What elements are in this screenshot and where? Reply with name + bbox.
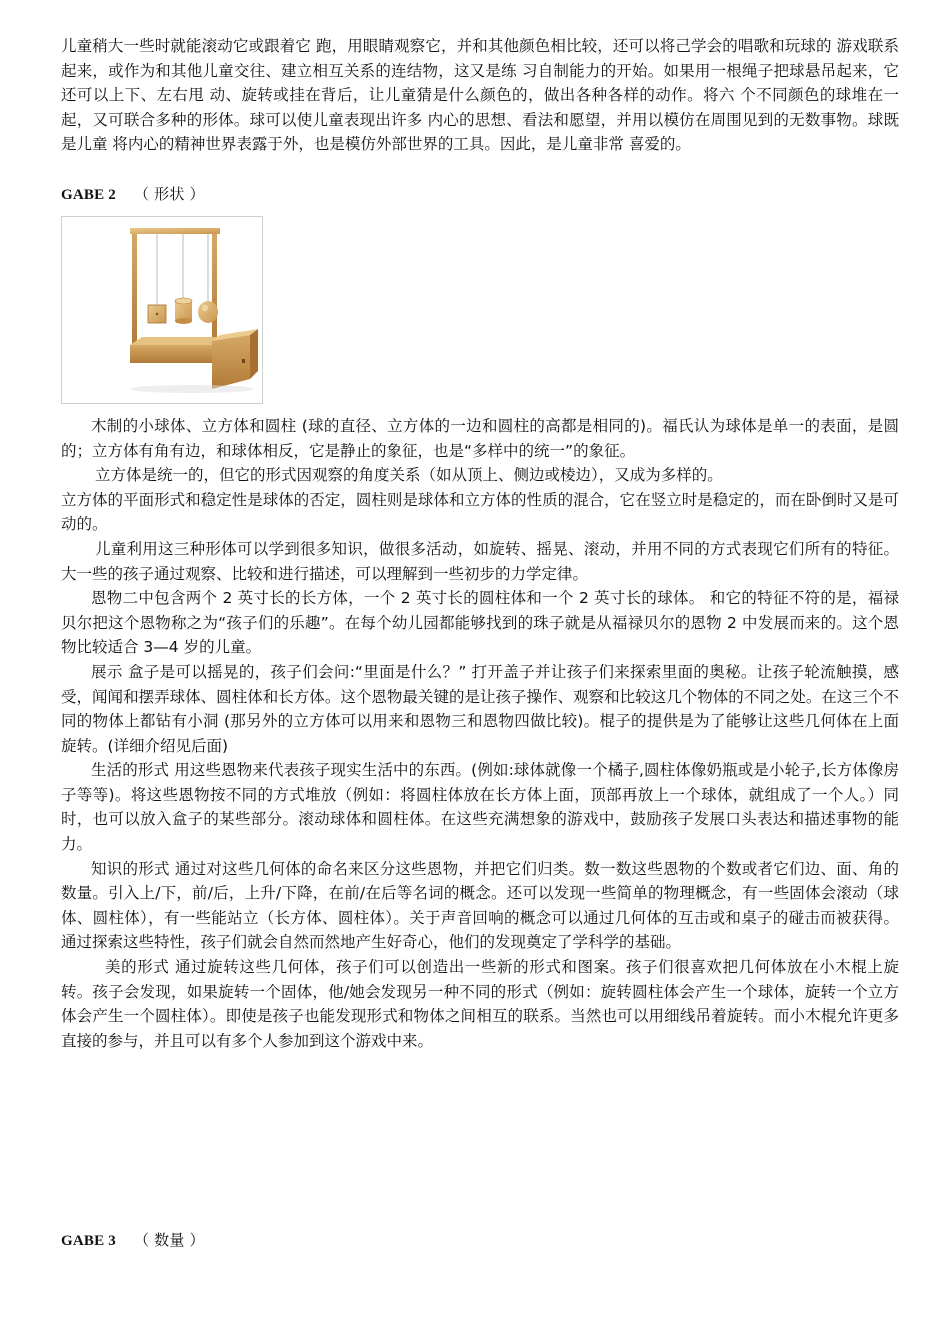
gabe2-paragraph-2: 立方体是统一的，但它的形式因观察的角度关系（如从顶上、侧边或棱边），又成为多样的。 <box>95 466 723 485</box>
document-page <box>61 34 899 1053</box>
gabe3-subtitle: （ 数量 ） <box>133 1231 205 1249</box>
gabe2-title: GABE 2 <box>61 186 116 203</box>
gabe2-illustration <box>62 217 262 403</box>
gabe2-heading <box>61 183 899 204</box>
gabe2-wooden-frame-image <box>61 216 263 404</box>
gabe3-title: GABE 3 <box>61 1233 116 1249</box>
gabe2-paragraph-4: 儿童利用这三种形体可以学到很多知识，做很多活动，如旋转、摇晃、滚动，并用不同的方式表现它们所有的特征。大一些的孩子通过观察、比较和进行描述，可以理解到一些初步的力学定律。 <box>61 539 899 583</box>
gabe2-subtitle: （ 形状 ） <box>133 184 205 203</box>
gabe3-heading <box>61 1229 205 1250</box>
gabe2-paragraph-8: 知识的形式 通过对这些几何体的命名来区分这些恩物，并把它们归类。数一数这些恩物的个数或者它们边、面、角的数量。引入上/下，前/后，上升/下降，在前/在后等名词的概念。还可以发现一些简单的物理概念，有一些固体会滚动（球体、圆柱体），有一些能站立（长方体、圆柱体）。关于声音回响的概念可以通过几何体的互击或和桌子的碰击而被获得。 通过探索这些特性，孩子们就会自然而然地产生好奇心，他们的发现奠定了学科学的基础。 <box>61 859 899 952</box>
gabe2-paragraph-5: 恩物二中包含两个 2 英寸长的长方体，一个 2 英寸长的圆柱体和一个 2 英寸长的球体。 和它的特征不符的是，福禄贝尔把这个恩物称之为“孩子们的乐趣”。在每个幼儿园都能够找到的珠子就是从福禄贝尔的恩物 2 中发展而来的。这个恩物比较适合 3—4 岁的儿童。 <box>61 589 899 657</box>
gabe2-paragraph-1: 木制的小球体、立方体和圆柱 (球的直径、立方体的一边和圆柱的高都是相同的)。福氏认为球体是单一的表面，是圆的；立方体有角有边，和球体相反，它是静止的象征，也是“多样中的统一”的象征。 <box>61 416 899 460</box>
gabe2-paragraph-9: 美的形式 通过旋转这些几何体，孩子们可以创造出一些新的形式和图案。孩子们很喜欢把几何体放在小木棍上旋转。孩子会发现，如果旋转一个固体，他/她会发现另一种不同的形式（例如：旋转圆柱体会产生一个球体，旋转一个立方体会产生一个圆柱体）。即使是孩子也能发现形式和物体之间相互的联系。当然也可以用细线吊着旋转。而小木棍允许更多直接的参与，并且可以有多个人参加到这个游戏中来。 <box>61 958 899 1050</box>
gabe2-paragraph-3: 立方体的平面形式和稳定性是球体的否定，圆柱则是球体和立方体的性质的混合，它在竖立时是稳定的，而在卧倒时又是可动的。 <box>61 490 899 534</box>
intro-paragraph: 儿童稍大一些时就能滚动它或跟着它 跑，用眼睛观察它，并和其他颜色相比较，还可以将己学会的唱歌和玩球的 游戏联系起来，或作为和其他儿童交往、建立相互关系的连结物，这又是练 习自制能力的开始。如果用一根绳子把球悬吊起来，它还可以上下、左右甩 动、旋转或挂在背后，让儿童猜是什么颜色的，做出各种各样的动作。将六 个不同颜色的球堆在一起，又可联合多种的形体。球可以使儿童表现出许多 内心的思想、看法和愿望，并用以模仿在周围见到的无数事物。球既是儿童 将内心的精神世界表露于外，也是模仿外部世界的工具。因此，是儿童非常 喜爱的。 <box>61 37 899 154</box>
gabe2-paragraph-7: 生活的形式 用这些恩物来代表孩子现实生活中的东西。(例如:球体就像一个橘子,圆柱体像奶瓶或是小轮子,长方体像房子等等)。将这些恩物按不同的方式堆放（例如：将圆柱体放在长方体上面，顶部再放上一个球体，就组成了一个人。）同时，也可以放入盒子的某些部分。滚动球体和圆柱体。在这些充满想象的游戏中，鼓励孩子发展口头表达和描述事物的能力。 <box>61 761 899 854</box>
gabe2-paragraph-6: 展示 盒子是可以摇晃的，孩子们会问:“里面是什么？” 打开盖子并让孩子们来探索里面的奥秘。让孩子轮流触摸，感受，闻闻和摆弄球体、圆柱体和长方体。这个恩物最关键的是让孩子操作、观察和比较这几个物体的不同之处。在这三个不同的物体上都钻有小洞 (那另外的立方体可以用来和恩物三和恩物四做比较)。棍子的提供是为了能够让这些几何体在上面旋转。(详细介绍见后面) <box>61 662 899 755</box>
